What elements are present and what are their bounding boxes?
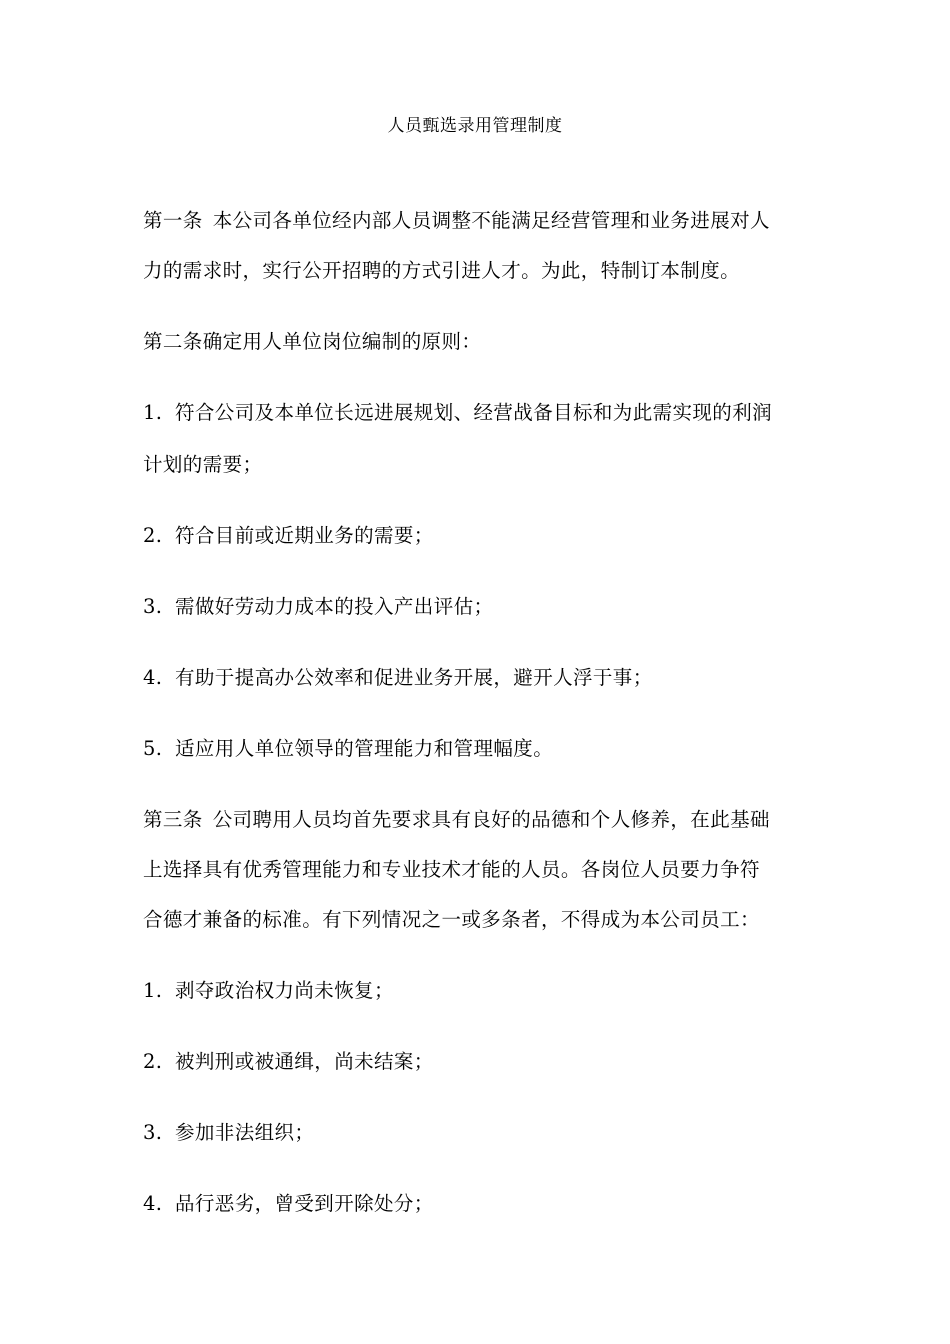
item-text: 符合公司及本单位长远进展规划、经营战备目标和为此需实现的利润 bbox=[175, 401, 773, 424]
article-3-line-1 bbox=[143, 805, 823, 835]
item-text: 被判刑或被通缉，尚未结案； bbox=[175, 1050, 434, 1073]
article-1-text-1: 本公司各单位经内部人员调整不能满足经营管理和业务进展对人 bbox=[212, 209, 770, 232]
article-3-text-1: 公司聘用人员均首先要求具有良好的品德和个人修养，在此基础 bbox=[212, 808, 770, 831]
article-3-item-1 bbox=[143, 976, 823, 1006]
item-number: 4. bbox=[143, 666, 163, 689]
article-3-line-2: 上选择具有优秀管理能力和专业技术才能的人员。各岗位人员要力争符 bbox=[143, 858, 760, 881]
item-text: 剥夺政治权力尚未恢复； bbox=[175, 979, 394, 1002]
item-number: 3. bbox=[143, 1121, 163, 1144]
item-text: 参加非法组织； bbox=[175, 1121, 315, 1144]
item-text: 适应用人单位领导的管理能力和管理幅度。 bbox=[175, 737, 554, 760]
item-number: 1. bbox=[143, 401, 163, 424]
article-3-line-3: 合德才兼备的标准。有下列情况之一或多条者，不得成为本公司员工： bbox=[143, 908, 760, 931]
article-2-item-1-line-1 bbox=[143, 398, 823, 428]
item-number: 2. bbox=[143, 1050, 163, 1073]
item-number: 1. bbox=[143, 979, 163, 1002]
item-number: 2. bbox=[143, 524, 163, 547]
article-2-item-5 bbox=[143, 734, 823, 764]
article-3-item-2 bbox=[143, 1047, 823, 1077]
item-text: 品行恶劣，曾受到开除处分； bbox=[175, 1192, 434, 1215]
article-1-line-2: 力的需求时，实行公开招聘的方式引进人才。为此，特制订本制度。 bbox=[143, 259, 741, 282]
article-2-item-1-line-2: 计划的需要； bbox=[143, 453, 263, 476]
item-number: 5. bbox=[143, 737, 163, 760]
article-2-heading: 第二条确定用人单位岗位编制的原则： bbox=[143, 330, 482, 353]
document-title: 人员甄选录用管理制度 bbox=[387, 116, 563, 136]
article-2-item-3 bbox=[143, 592, 823, 622]
item-text: 符合目前或近期业务的需要； bbox=[175, 524, 434, 547]
article-1-line-1 bbox=[143, 206, 823, 236]
article-3-item-3 bbox=[143, 1118, 823, 1148]
item-number: 4. bbox=[143, 1192, 163, 1215]
article-2-item-2 bbox=[143, 521, 823, 551]
item-number: 3. bbox=[143, 595, 163, 618]
item-text: 需做好劳动力成本的投入产出评估； bbox=[175, 595, 494, 618]
article-2-item-4 bbox=[143, 663, 823, 693]
article-1-label: 第一条 bbox=[143, 209, 203, 232]
article-3-label: 第三条 bbox=[143, 808, 203, 831]
article-3-item-4 bbox=[143, 1189, 823, 1219]
item-text: 有助于提高办公效率和促进业务开展，避开人浮于事； bbox=[175, 666, 653, 689]
